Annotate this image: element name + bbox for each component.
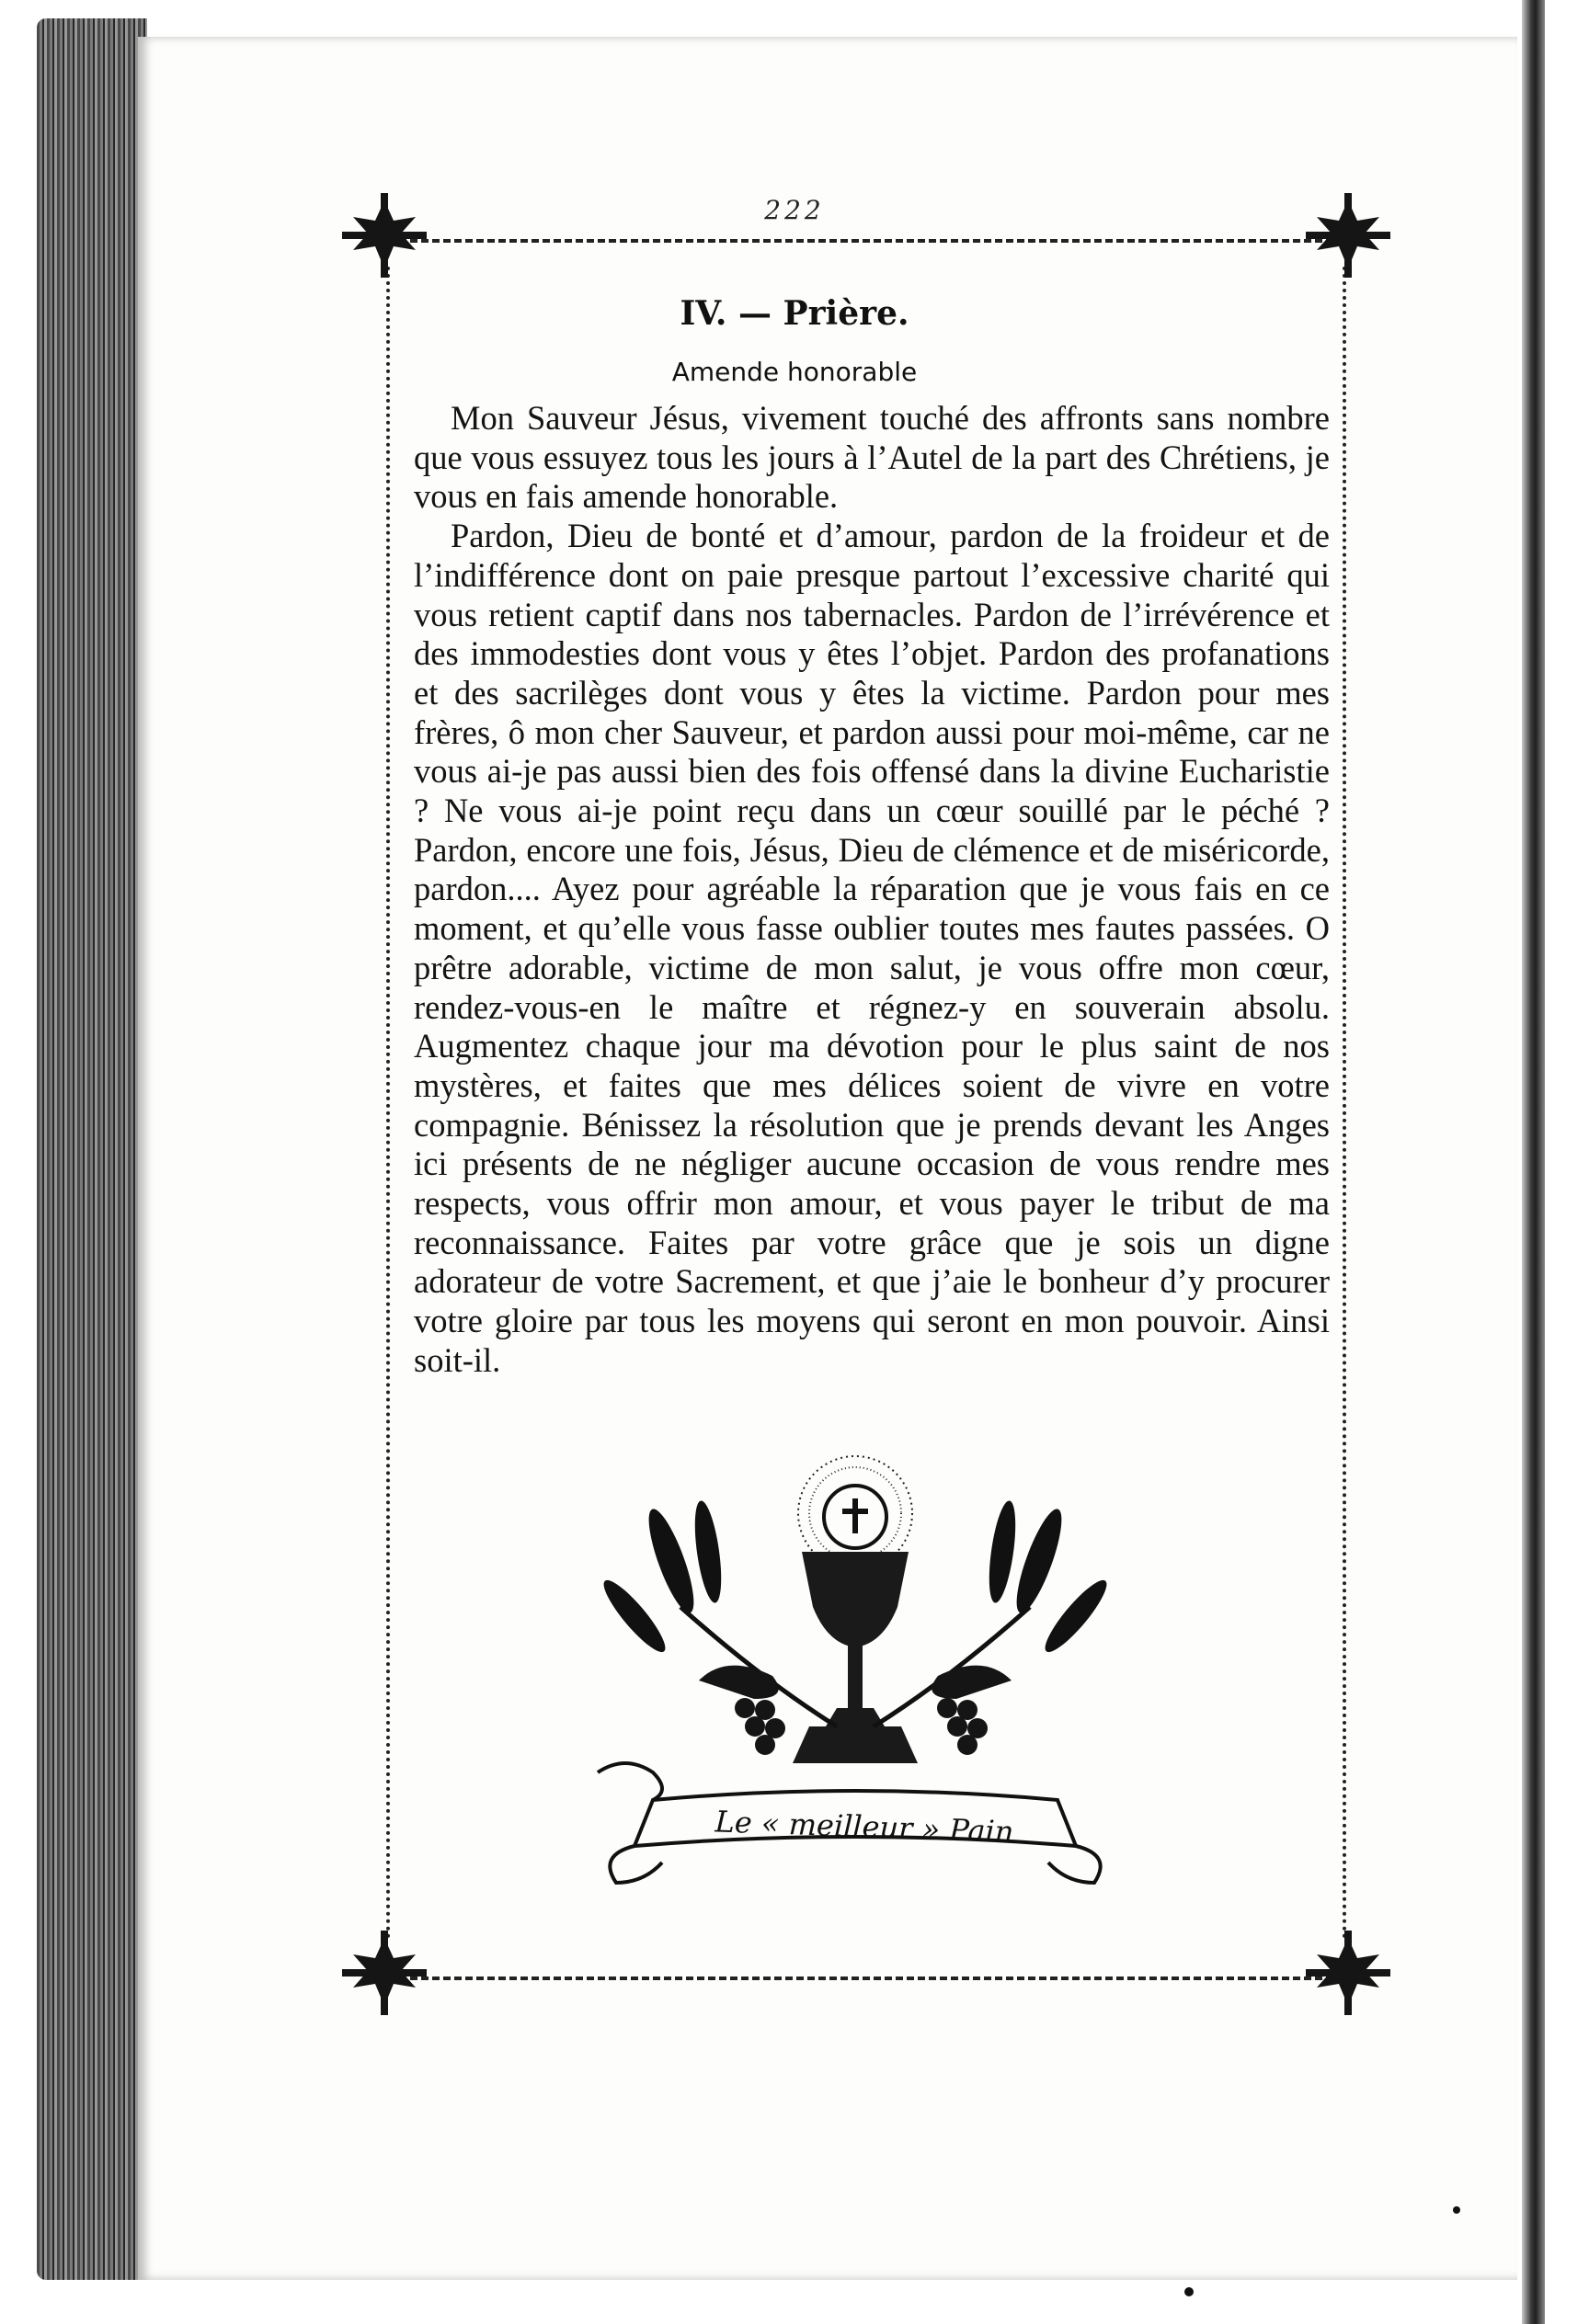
section-heading: IV. — Prière. [680,294,909,333]
frame-top-border [388,239,1344,243]
scan-speck [1184,2287,1194,2296]
frame-left-border [386,267,390,1940]
prayer-text [414,399,1330,1381]
book-right-edge [1522,0,1545,2324]
section-subheading: Amende honorable [671,357,918,387]
eucharist-illustration [561,1451,1149,1929]
paragraph: Pardon, Dieu de bonté et d’amour, pardon de la froideur et de l’indifférence dont on paie presque partout l’excessive charité qui vous retient captif dans nos tabernacles. Pardon de l’irrévérence et des immodesties dont vous y êtes l’objet. Pardon des profanations et des sacrilèges dont vous y êtes la victime. Pardon pour mes frères, ô mon cher Sauveur, et pardon aussi pour moi-même, car ne vous ai-je pas aussi bien des fois offensé dans la divine Eucharistie ? Ne vous ai-je point reçu dans un cœur souillé par le péché ? Pardon, encore une fois, Jésus, Dieu de clémence et de miséricorde, pardon.... Ayez pour agréable la réparation que je vous fais en ce moment, et qu’elle vous fasse oublier toutes mes fautes passées. O prêtre adorable, victime de mon salut, je vous offre mon cœur, rendez-vous-en le maître et régnez-y en souverain absolu. Augmentez chaque jour ma dévotion pour le plus saint de nos mystères, et faites que mes délices soient de vivre en votre compagnie. Bénissez la résolution que je prends devant les Anges ici présents de ne négliger aucune occasion de vous rendre mes respects, vous offrir mon amour, et vous payer le tribut de ma reconnaissance. Faites par votre grâce que je sois un digne adorateur de votre Sacrement, et que j’aie le bonheur d’y procurer votre gloire par tous les moyens qui seront en mon pouvoir. Ainsi soit-il. [414,517,1330,1379]
scan-speck [1453,2206,1460,2214]
corner-ornament-icon [342,1931,427,2015]
frame-bottom-border [388,1977,1344,1980]
scan-margin [1545,0,1589,2324]
corner-ornament-icon [1306,1931,1390,2015]
page-number: 222 [764,195,825,225]
chalice-icon [793,1552,918,1763]
banner-caption: Le « meilleur » Pain [714,1804,1015,1850]
host-icon [824,1486,886,1548]
frame-right-border [1343,267,1346,1940]
paragraph: Mon Sauveur Jésus, vivement touché des affronts sans nombre que vous essuyez tous les jours à l’Autel de la part des Chrétiens, je vous en fais amende honorable. [414,399,1330,516]
